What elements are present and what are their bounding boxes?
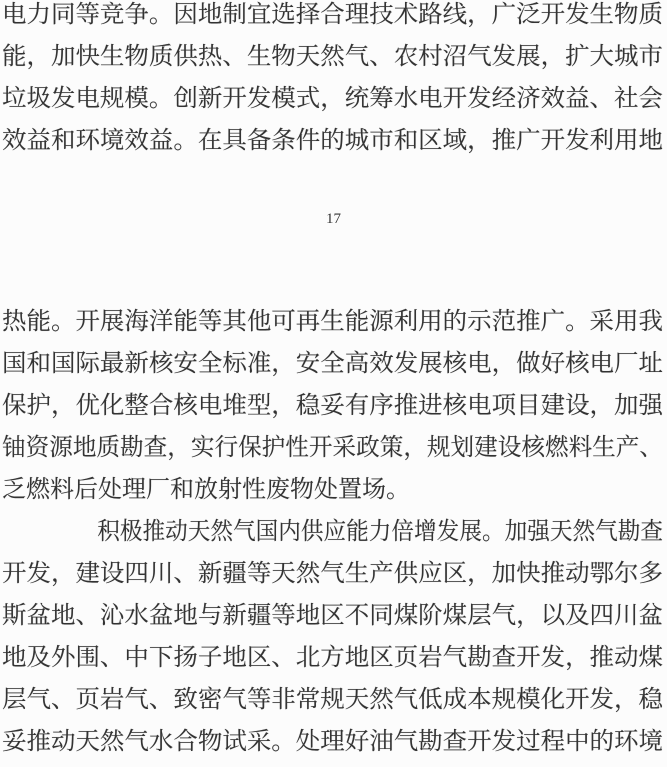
text-line-row (2, 0, 663, 36)
text-line-row (2, 595, 663, 637)
text-line-row (2, 385, 663, 427)
text-line-row (2, 511, 663, 553)
text-line: 垃圾发电规模。创新开发模式，统筹水电开发经济效益、社会 (2, 86, 663, 112)
text-line: 能，加快生物质供热、生物天然气、农村沼气发展，扩大城市 (2, 44, 663, 70)
page-17-bottom-text-block (2, 0, 663, 162)
text-line: 热能。开展海洋能等其他可再生能源利用的示范推广。采用我 (2, 309, 663, 335)
text-line-row (2, 343, 663, 385)
text-line-row (2, 301, 663, 343)
text-line: 妥推动天然气水合物试采。处理好油气勘查开发过程中的环境 (2, 729, 663, 755)
text-line-row (2, 36, 663, 78)
text-line: 积极推动天然气国内供应能力倍增发展。加强天然气勘查 (97, 519, 663, 545)
text-line: 铀资源地质勘查，实行保护性开采政策，规划建设核燃料生产、 (2, 435, 663, 461)
text-line-row (2, 120, 663, 162)
text-line-row (2, 78, 663, 120)
text-line-row (2, 679, 663, 721)
text-line-row (2, 637, 663, 679)
text-line: 开发，建设四川、新疆等天然气生产供应区，加快推动鄂尔多 (2, 561, 663, 587)
page-number: 17 (326, 211, 341, 227)
text-line: 乏燃料后处理厂和放射性废物处置场。 (2, 477, 410, 503)
text-line: 层气、页岩气、致密气等非常规天然气低成本规模化开发，稳 (2, 687, 663, 713)
text-line-row (2, 553, 663, 595)
text-line: 效益和环境效益。在具备条件的城市和区域，推广开发利用地 (2, 128, 663, 154)
text-line-row (2, 721, 663, 763)
text-line-row (2, 427, 663, 469)
text-line: 保护，优化整合核电堆型，稳妥有序推进核电项目建设，加强 (2, 393, 663, 419)
text-line: 地及外围、中下扬子地区、北方地区页岩气勘查开发，推动煤 (2, 645, 663, 671)
page-18-top-text-block (2, 301, 663, 763)
text-line: 国和国际最新核安全标准，安全高效发展核电，做好核电厂址 (2, 351, 663, 377)
text-line: 斯盆地、沁水盆地与新疆等地区不同煤阶煤层气，以及四川盆 (2, 603, 663, 629)
text-line: 电力同等竞争。因地制宜选择合理技术路线，广泛开发生物质 (2, 2, 663, 28)
text-line-row (2, 469, 663, 511)
